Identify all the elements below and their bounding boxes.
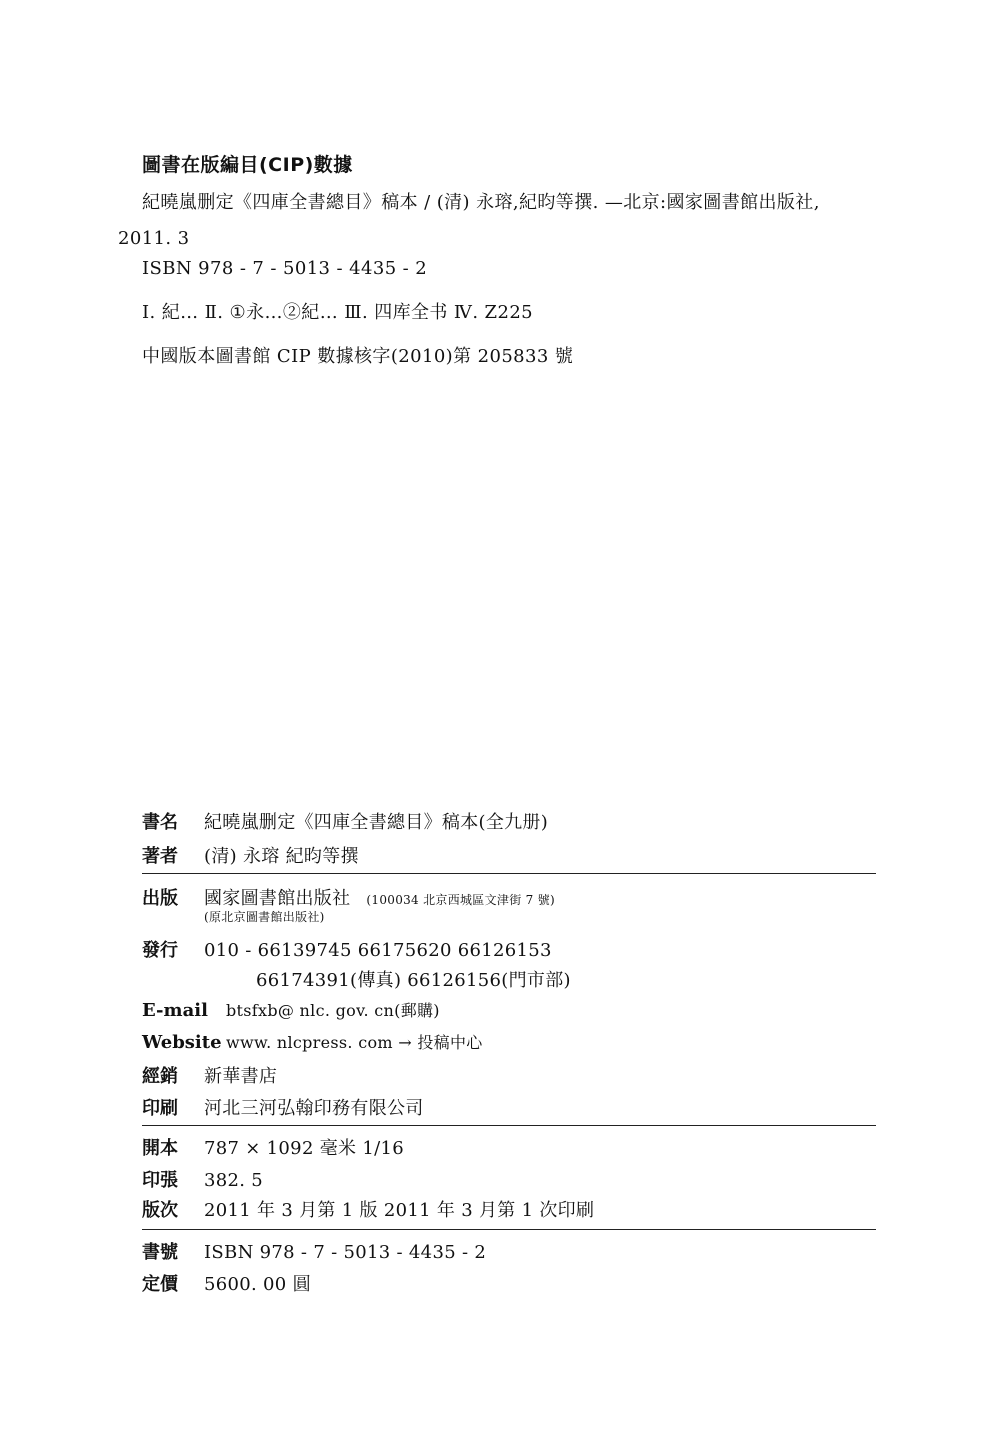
colophon-edition-value: 2011 年 3 月第 1 版 2011 年 3 月第 1 次印刷: [204, 1200, 595, 1221]
colophon-retailer-label: 經銷: [142, 1066, 178, 1087]
cip-cn-record-line: 中國版本圖書館 CIP 數據核字(2010)第 205833 號: [142, 346, 574, 367]
colophon-email-row: [142, 998, 440, 1021]
colophon-website-label: Website: [142, 1032, 222, 1053]
colophon-format-value: 787 × 1092 毫米 1/16: [204, 1138, 404, 1159]
cip-classification-line: Ⅰ. 紀… Ⅱ. ①永…②紀… Ⅲ. 四库全书 Ⅳ. Z225: [142, 302, 534, 323]
colophon-distribution-row: [142, 936, 552, 962]
colophon-title-row: [142, 808, 548, 834]
colophon-price-row: [142, 1270, 311, 1296]
colophon-website-value: www. nlcpress. com → 投稿中心: [226, 1033, 483, 1052]
colophon-edition-row: [142, 1196, 594, 1222]
colophon-price-value: 5600. 00 圓: [204, 1274, 311, 1295]
colophon-book-number-value: ISBN 978 - 7 - 5013 - 4435 - 2: [204, 1242, 487, 1263]
colophon-publisher-label: 出版: [142, 888, 178, 909]
colophon-publisher-former-name: (原北京圖書館出版社): [204, 910, 325, 924]
colophon-title-label: 書名: [142, 812, 178, 833]
colophon-retailer-value: 新華書店: [204, 1066, 278, 1087]
colophon-distribution-label: 發行: [142, 940, 178, 961]
colophon-book-number-row: [142, 1238, 486, 1264]
colophon-format-row: [142, 1134, 404, 1160]
divider: [142, 1125, 876, 1126]
colophon-price-label: 定價: [142, 1274, 178, 1295]
cip-isbn-line: ISBN 978 - 7 - 5013 - 4435 - 2: [142, 258, 428, 279]
cip-heading: 圖書在版編目(CIP)數據: [142, 154, 353, 176]
colophon-author-value: (清) 永瑢 紀昀等撰: [204, 846, 359, 867]
cip-title-line: 紀曉嵐删定《四庫全書總目》稿本 / (清) 永瑢,紀昀等撰. —北京:國家圖書館出版社,: [142, 192, 820, 213]
colophon-publisher-row: [142, 884, 555, 910]
colophon-title-value: 紀曉嵐删定《四庫全書總目》稿本(全九册): [204, 812, 549, 833]
colophon-email-label: E-mail: [142, 1000, 208, 1021]
colophon-distribution-phones-2: 66174391(傳真) 66126156(門市部): [256, 970, 571, 991]
colophon-email-value: btsfxb@ nlc. gov. cn(郵購): [226, 1001, 440, 1020]
colophon-publisher-address: (100034 北京西城區文津街 7 號): [366, 893, 555, 907]
colophon-publisher-value: 國家圖書館出版社: [204, 888, 351, 909]
colophon-printer-value: 河北三河弘翰印務有限公司: [204, 1098, 424, 1119]
colophon-edition-label: 版次: [142, 1200, 178, 1221]
colophon-sheets-value: 382. 5: [204, 1170, 264, 1191]
colophon-retailer-row: [142, 1062, 277, 1088]
colophon-distribution-row-2: [256, 966, 571, 992]
colophon-author-label: 著者: [142, 846, 178, 867]
colophon-printer-label: 印刷: [142, 1098, 178, 1119]
colophon-printer-row: [142, 1094, 424, 1120]
colophon-sheets-label: 印張: [142, 1170, 178, 1191]
divider: [142, 1229, 876, 1230]
cip-year-line: 2011. 3: [118, 228, 190, 249]
colophon-book-number-label: 書號: [142, 1242, 178, 1263]
divider: [142, 873, 876, 874]
colophon-author-row: [142, 842, 359, 868]
colophon-website-row: [142, 1030, 483, 1053]
colophon-format-label: 開本: [142, 1138, 178, 1159]
colophon-distribution-phones-1: 010 - 66139745 66175620 66126153: [204, 940, 552, 961]
colophon-sheets-row: [142, 1166, 263, 1192]
